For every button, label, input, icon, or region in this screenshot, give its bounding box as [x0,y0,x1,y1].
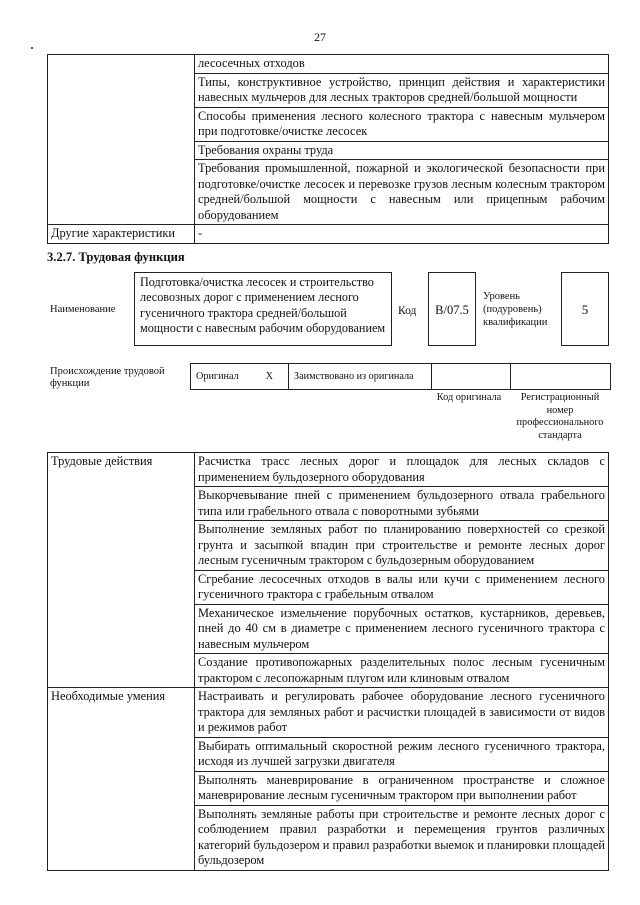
original-mark: X [251,364,289,390]
table-row: Выполнять маневрирование в ограниченном пространстве и сложное маневрирование лесным гусеничным трактором при выполнении работ [195,771,609,805]
table-row: Сгребание лесосечных отходов в валы или кучи с применением лесного гусеничного трактора с грабельным отвалом [195,570,609,604]
actions-label: Трудовые действия [48,453,195,688]
other-characteristics-value: - [195,225,609,244]
origin-table [190,363,611,390]
knowledge-table-continuation [47,54,609,244]
section-title: 3.2.7. Трудовая функция [47,250,185,264]
table-row: Расчистка трасс лесных дорог и площадок для лесных складов с применением бульдозерного оборудования [195,453,609,487]
empty-label-cell [48,55,195,225]
table-row: Настраивать и регулировать рабочее оборудование лесного гусеничного трактора для земляных работ и расчистки площадей в зависимости от видов и режимов работ [195,688,609,738]
original-code-cell [432,364,511,390]
skills-label: Необходимые умения [48,688,195,871]
table-row: Типы, конструктивное устройство, принцип действия и характеристики навесных мульчеров для лесных тракторов средней/большой мощности [195,73,609,107]
table-row: Выполнение земляных работ по планированию поверхностей со срезкой грунта и засыпкой впадин при строительстве и ремонте лесных дорог лесным гусеничным трактором с бульдозерным оборудованием [195,521,609,571]
code-label: Код [398,305,417,317]
table-row: лесосечных отходов [195,55,609,74]
table-row: Выбирать оптимальный скоростной режим лесного гусеничного трактора, исходя из лучшей загрузки двигателя [195,737,609,771]
table-row: Выполнять земляные работы при строительстве и ремонте лесных дорог с соблюдением правил разработки и перемещения грунтов различных категорий бульдозером и правил разработки выемок и планировки площадей бульдозером [195,805,609,870]
other-characteristics-label: Другие характеристики [48,225,195,244]
name-label: Наименование [50,304,116,315]
function-name-box: Подготовка/очистка лесосек и строительство лесовозных дорог с применением лесного гусеничного трактора средней/большой мощности с навесным рабочим оборудованием [134,272,392,346]
code-original-caption: Код оригинала [436,392,502,403]
level-value-box: 5 [561,272,609,346]
table-row: Механическое измельчение порубочных остатков, кустарников, деревьев, пней до 40 см в диаметре с применением лесного гусеничного трактора с навесным мульчером [195,604,609,654]
actions-skills-table [47,452,609,871]
original-label: Оригинал [191,364,251,390]
table-row: Требования охраны труда [195,141,609,160]
scan-dot [31,47,33,49]
table-row: Выкорчевывание пней с применением бульдозерного отвала грабельного типа или грабельного отвала с поворотными зубьями [195,487,609,521]
table-row: Требования промышленной, пожарной и экологической безопасности при подготовке/очистке лесосек и перевозке грузов лесным колесным трактором средней/большой мощности с навесным или прицепным рабочим оборудованием [195,160,609,225]
table-row: Способы применения лесного колесного трактора с навесным мульчером при подготовке/очистке лесосек [195,107,609,141]
registration-caption: Регистрационный номер профессионального стандарта [516,392,604,441]
page-number: 27 [314,30,326,44]
code-value-box: B/07.5 [428,272,476,346]
borrowed-label: Заимствовано из оригинала [289,364,432,390]
level-label: Уровень (подуровень) квалификации [483,291,548,328]
origin-label: Происхождение трудовой функции [50,366,165,389]
registration-number-cell [511,364,611,390]
table-row: Создание противопожарных разделительных полос лесным гусеничным трактором с лесопожарным плугом или клиновым отвалом [195,654,609,688]
